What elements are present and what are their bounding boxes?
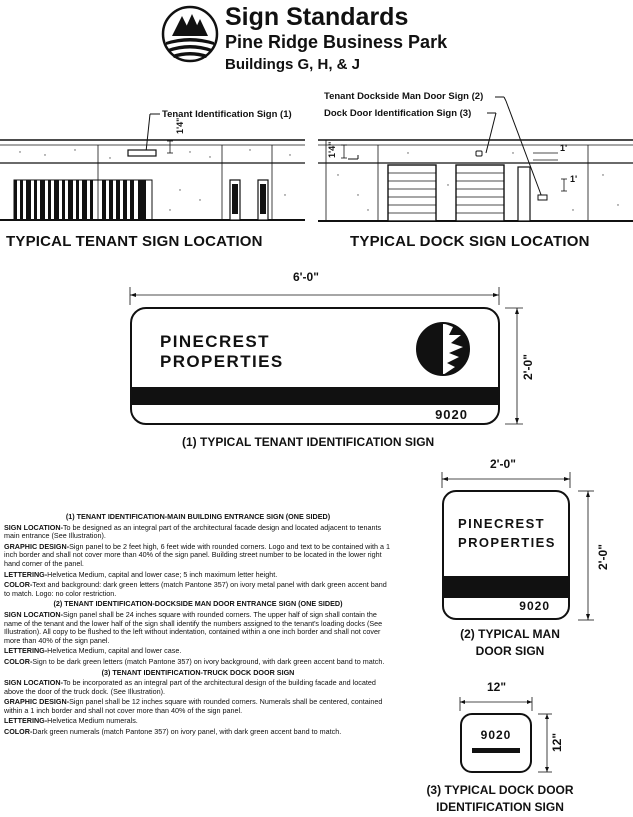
sign2-accent-band: [444, 576, 568, 598]
sign1-caption: (1) TYPICAL TENANT IDENTIFICATION SIGN: [182, 435, 435, 449]
sign2-caption-line2: DOOR SIGN: [475, 644, 545, 658]
spec2-lettering: LETTERING-Helvetica Medium, capital and lower case.: [4, 646, 182, 656]
spec1-heading: (1) TENANT IDENTIFICATION-MAIN BUILDING ENTRANCE SIGN (ONE SIDED): [65, 512, 331, 521]
page-title: Sign Standards: [225, 3, 409, 31]
sign2-height-dimension: [578, 490, 598, 624]
sign3-height-label: 12": [550, 732, 564, 752]
sign2-caption: [440, 626, 580, 660]
dock-door-sign-callout: Dock Door Identification Sign (3): [324, 108, 472, 119]
buildings-label: Buildings G, H, & J: [225, 56, 361, 73]
sign1-width-label: 6'-0": [293, 270, 319, 284]
dock-sign-height-dim-left: 1'4": [327, 141, 337, 158]
sign2-width-label: 2'-0": [490, 457, 516, 471]
dock-sign-dim-right-bottom: 1': [570, 174, 578, 184]
sign2-panel: [442, 490, 570, 620]
sign3-panel: [460, 713, 532, 773]
sign2-name-line1: PINECREST: [458, 516, 546, 531]
pine-ridge-logo: [160, 4, 220, 64]
tenant-facade-drawing: [0, 100, 305, 230]
sign2-width-dimension: [440, 470, 580, 490]
dock-facade-drawing: [318, 95, 633, 230]
tenant-sign-callout: Tenant Identification Sign (1): [162, 109, 292, 120]
spec3-design: GRAPHIC DESIGN-Sign panel shall be 12 inches square with rounded corners. Numerals shall be centered, contained within a 1 inch border and shall not cover more than 40% of the sign panel.: [4, 697, 383, 715]
sign2-caption-line1: (2) TYPICAL MAN: [460, 627, 560, 641]
man-door-sign-callout: Tenant Dockside Man Door Sign (2): [324, 91, 484, 102]
dock-location-title: TYPICAL DOCK SIGN LOCATION: [350, 233, 590, 250]
sign1-accent-band: [132, 387, 498, 405]
sign-specifications: [4, 511, 392, 739]
sign3-caption-line1: (3) TYPICAL DOCK DOOR: [426, 783, 574, 797]
sign2-name-line2: PROPERTIES: [458, 535, 556, 550]
sign1-name-line1: PINECREST: [160, 332, 270, 351]
sign2-dock-number: 9020: [519, 599, 550, 613]
spec1-color: COLOR-Text and background: dark green letters (match Pantone 357) on ivory metal panel with dark green accent band to match. Logo: no color restriction.: [4, 580, 387, 598]
sign1-width-dimension: [128, 285, 508, 305]
sign2-height-label: 2'-0": [596, 544, 610, 570]
sign1-name-line2: PROPERTIES: [160, 352, 284, 372]
sign3-dock-number: 9020: [480, 728, 512, 742]
sign3-width-label: 12": [487, 680, 507, 694]
sign1-height-label: 2'-0": [521, 354, 535, 380]
spec1-location: SIGN LOCATION-To be designed as an integral part of the architectural facade design and located adjacent to tenants main entrance (See Illustration).: [4, 522, 382, 541]
spec2-location: SIGN LOCATION-Sign panel shall be 24 inches square with rounded corners. The upper half of sign shall contain the name of the tenant and the lower half of the sign shall identify the numbers assigned to the tenant's loading docks (See Illustration). All copy to be flushed to the left without indentation, contained within a one inch border and shall not cover more than 40% of the sign panel.: [4, 609, 383, 645]
sign3-caption-line2: IDENTIFICATION SIGN: [436, 800, 564, 814]
tenant-location-title: TYPICAL TENANT SIGN LOCATION: [6, 233, 263, 250]
tenant-sign-height-dim: 1'4": [175, 117, 185, 134]
spec2-heading: (2) TENANT IDENTIFICATION-DOCKSIDE MAN DOOR ENTRANCE SIGN (ONE SIDED): [53, 599, 343, 609]
sign1-panel: [130, 307, 500, 425]
spec3-heading: (3) TENANT IDENTIFICATION-TRUCK DOCK DOOR SIGN: [101, 667, 295, 677]
page-subtitle: Pine Ridge Business Park: [225, 32, 448, 52]
dock-sign-dim-right-top: 1': [560, 143, 568, 153]
sign3-caption: [410, 782, 590, 816]
spec3-location: SIGN LOCATION-To be incorporated as an integral part of the architectural design of the building facade and located above the door of the truck dock. (See Illustration).: [4, 678, 376, 696]
spec2-color: COLOR-Sign to be dark green letters (match Pantone 357) on ivory background, with dark green accent band to match.: [4, 656, 385, 666]
pinecrest-logo-icon: [415, 321, 471, 377]
sign1-street-number: 9020: [435, 407, 468, 422]
spec3-lettering: LETTERING-Helvetica Medium numerals.: [4, 716, 138, 726]
spec1-lettering: LETTERING-Helvetica Medium, capital and lower case; 5 inch maximum letter height.: [4, 569, 278, 579]
sign3-width-dimension: [458, 695, 538, 711]
spec3-color: COLOR-Dark green numerals (match Pantone 357) on ivory panel, with dark green accent band to match.: [4, 727, 342, 737]
sign3-accent-band: [472, 748, 520, 753]
spec1-design: GRAPHIC DESIGN-Sign panel to be 2 feet high, 6 feet wide with rounded corners. Logo and text to be contained with a 1 inch border and shall not cover more than 40% of the sign panel. Building street number to be located in the lower right hand corner of the panel.: [4, 541, 390, 568]
